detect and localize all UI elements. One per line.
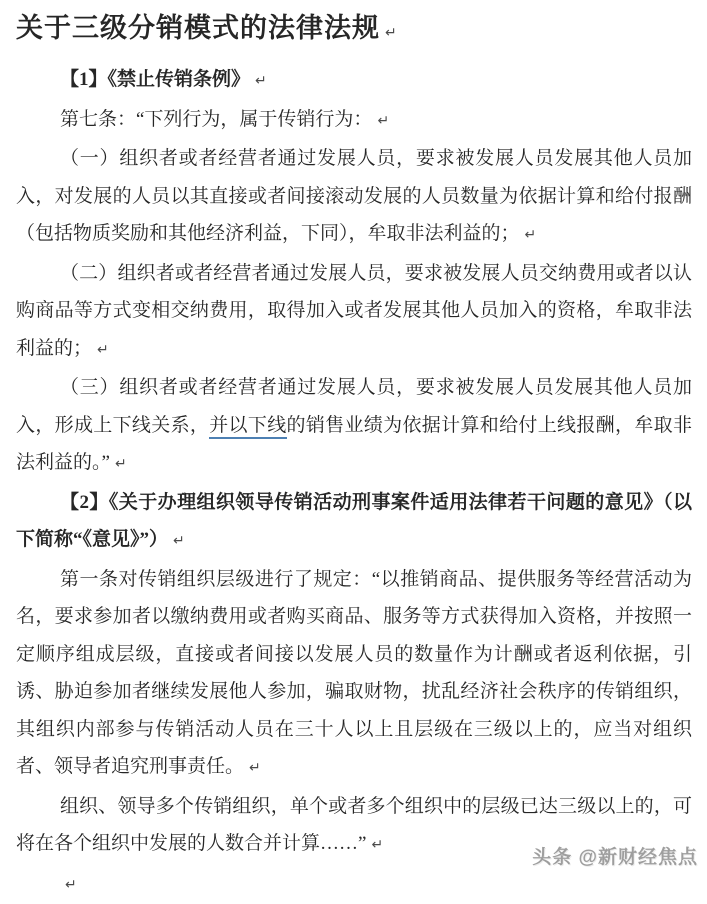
section-1-heading-text: 【1】《禁止传销条例》 <box>60 69 250 90</box>
paragraph-text: （二）组织者或者经营者通过发展人员，要求被发展人员交纳费用或者以认购商品等方式变相交纳费用，取得加入或者发展其他人员加入的资格，牟取非法利益的； <box>16 263 692 359</box>
paragraph-text: 的销售业绩为依据计算和给付上线报酬，牟取非法利益的。” <box>16 415 692 474</box>
paragraph-mark: ↵ <box>377 113 389 129</box>
section-2-heading-text: 【2】《关于办理组织领导传销活动刑事案件适用法律若干问题的意见》（以下简称“《意见》”） <box>16 492 692 551</box>
paragraph-article-7 <box>16 101 692 141</box>
paragraph-text: （一）组织者或者经营者通过发展人员，要求被发展人员发展其他人员加入，对发展的人员以其直接或者间接滚动发展的人员数量为依据计算和给付报酬（包括物质奖励和其他经济利益，下同），牟取非法利益的； <box>16 148 692 244</box>
paragraph-mark: ↵ <box>371 837 383 853</box>
paragraph-item-2 <box>16 255 692 370</box>
paragraph-mark: ↵ <box>65 877 77 893</box>
paragraph-mark: ↵ <box>115 456 127 472</box>
paragraph-mark: ↵ <box>255 73 267 89</box>
document-content <box>0 8 707 904</box>
paragraph-item-3 <box>16 369 692 484</box>
doc-title <box>16 8 692 53</box>
section-2-heading <box>16 484 692 561</box>
underlined-phrase: 并以下线 <box>209 415 286 439</box>
paragraph-mark: ↵ <box>249 760 261 776</box>
paragraph-text: 第一条对传销组织层级进行了规定：“以推销商品、提供服务等经营活动为名，要求参加者以缴纳费用或者购买商品、服务等方式获得加入资格，并按照一定顺序组成层级，直接或者间接以发展人员的数量作为计酬或者返利依据，引诱、胁迫参加者继续发展他人参加，骗取财物，扰乱经济社会秩序的传销组织，其组织内部参与传销活动人员在三十人以上且层级在三级以上的，应当对组织者、领导者追究刑事责任。 <box>16 569 692 778</box>
paragraph-text: （三）组织者或者经营者通过发展人员，要求被发展人员发展其他人员加入，形成上下线关系， <box>16 377 692 436</box>
empty-paragraph <box>16 865 692 904</box>
paragraph-mark: ↵ <box>173 533 185 549</box>
paragraph-mark: ↵ <box>97 342 109 358</box>
paragraph-mark: ↵ <box>525 227 537 243</box>
paragraph-text: 组织、领导多个传销组织，单个或者多个组织中的层级已达三级以上的，可将在各个组织中发展的人数合并计算……” <box>16 796 692 855</box>
paragraph-text: 第七条：“下列行为，属于传销行为： <box>60 109 372 130</box>
paragraph-article-1 <box>16 561 692 788</box>
doc-title-text: 关于三级分销模式的法律法规 <box>16 13 380 43</box>
section-1-heading <box>16 61 692 101</box>
paragraph-item-1 <box>16 140 692 255</box>
paragraph-mark: ↵ <box>385 25 397 41</box>
document-page <box>0 8 707 872</box>
watermark-credit: 头条 @新财经焦点 <box>532 842 698 869</box>
